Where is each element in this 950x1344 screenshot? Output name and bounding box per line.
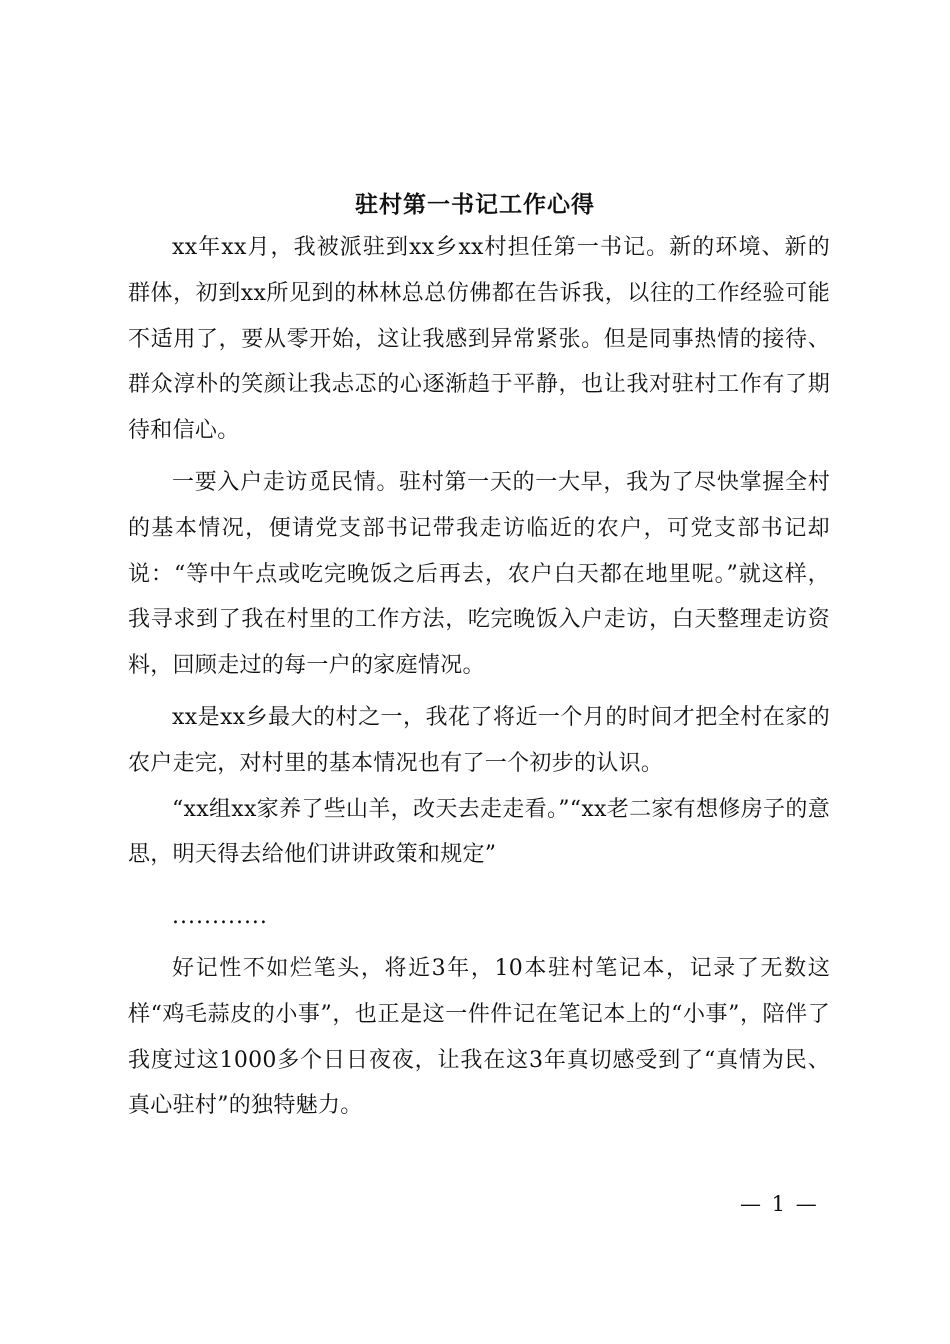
paragraph-notebooks: 好记性不如烂笔头，将近3年，10本驻村笔记本，记录了无数这样“鸡毛蒜皮的小事”，也正是这一件件记在笔记本上的“小事”，陪伴了我度过这1000多个日日夜夜，让我在这3年真切感受到了“真情为民、真心驻村”的独特魅力。 <box>128 955 830 1119</box>
document-title: 驻村第一书记工作心得 <box>355 191 595 218</box>
document-body <box>128 225 830 1129</box>
page-number: — 1 — <box>740 1192 819 1216</box>
paragraph-village: xx是xx乡最大的村之一，我花了将近一个月的时间才把全村在家的农户走完，对村里的基本情况也有了一个初步的认识。 <box>128 704 830 776</box>
paragraph-intro: xx年xx月，我被派驻到xx乡xx村担任第一书记。新的环境、新的群体，初到xx所见到的林林总总仿佛都在告诉我，以往的工作经验可能不适用了，要从零开始，这让我感到异常紧张。但是同事热情的接待、群众淳朴的笑颜让我忐忑的心逐渐趋于平静，也让我对驻村工作有了期待和信心。 <box>128 235 830 444</box>
paragraph-quotes: “xx组xx家养了些山羊，改天去走走看。”“xx老二家有想修房子的意思，明天得去给他们讲讲政策和规定” <box>128 796 830 868</box>
ellipsis-line: ............ <box>172 904 268 930</box>
paragraph-visits: 一要入户走访觅民情。驻村第一天的一大早，我为了尽快掌握全村的基本情况，便请党支部书记带我走访临近的农户，可党支部书记却说：“等中午点或吃完晚饭之后再去，农户白天都在地里呢。”就这样，我寻求到了我在村里的工作方法，吃完晚饭入户走访，白天整理走访资料，回顾走过的每一户的家庭情况。 <box>128 469 830 679</box>
